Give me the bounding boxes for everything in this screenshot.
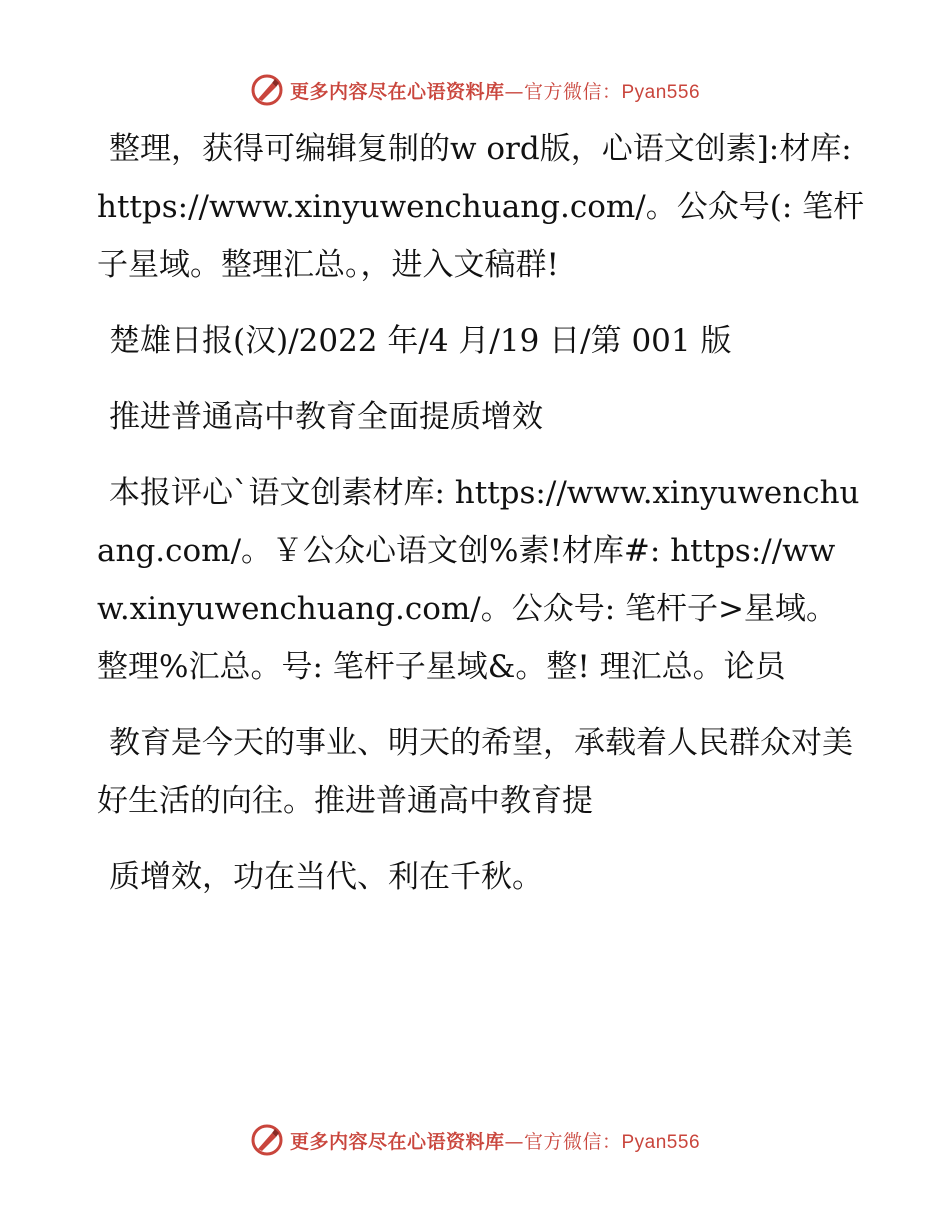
watermark-brand: 更多内容尽在心语资料库	[289, 80, 505, 103]
watermark-brand: 更多内容尽在心语资料库	[289, 1130, 505, 1153]
pen-logo-icon	[250, 1123, 284, 1157]
paragraph-article-title: 推进普通高中教育全面提质增效	[109, 399, 543, 435]
watermark-dash: —	[504, 80, 524, 103]
paragraph-body-2: 质增效，功在当代、利在千秋。	[109, 859, 543, 895]
pen-logo-icon	[250, 73, 284, 107]
footer-watermark	[0, 1120, 950, 1160]
paragraph-intro: 整理，获得可编辑复制的w ord版，心语文创素]:材库: https://www.xinyuwenchuang.com/。公众号(: 笔杆子星域。整理汇总。，进入文稿群!	[97, 131, 865, 283]
paragraph-body-1: 教育是今天的事业、明天的希望，承载着人民群众对美好生活的向往。推进普通高中教育提	[97, 725, 853, 819]
watermark-wechat-id: Pyan556	[621, 1131, 701, 1153]
watermark-dash: —	[504, 1130, 524, 1153]
document-body	[97, 120, 867, 924]
watermark-official-label: 官方微信：	[523, 1130, 622, 1153]
watermark-text	[290, 77, 700, 104]
paragraph-byline: 本报评心`语文创素材库: https://www.xinyuwenchuang.com/。￥公众心语文创%素!材库#: https://www.xinyuwenchuang.com/。公众号: 笔杆子>星域。整理%汇总。号: 笔杆子星域&。整! 理汇总。论员	[97, 475, 860, 685]
watermark-text	[290, 1127, 700, 1154]
watermark-wechat-id: Pyan556	[621, 81, 701, 103]
paragraph-source-line: 楚雄日报(汉)/2022 年/4 月/19 日/第 001 版	[109, 323, 732, 359]
watermark-official-label: 官方微信：	[523, 80, 622, 103]
header-watermark	[0, 70, 950, 110]
